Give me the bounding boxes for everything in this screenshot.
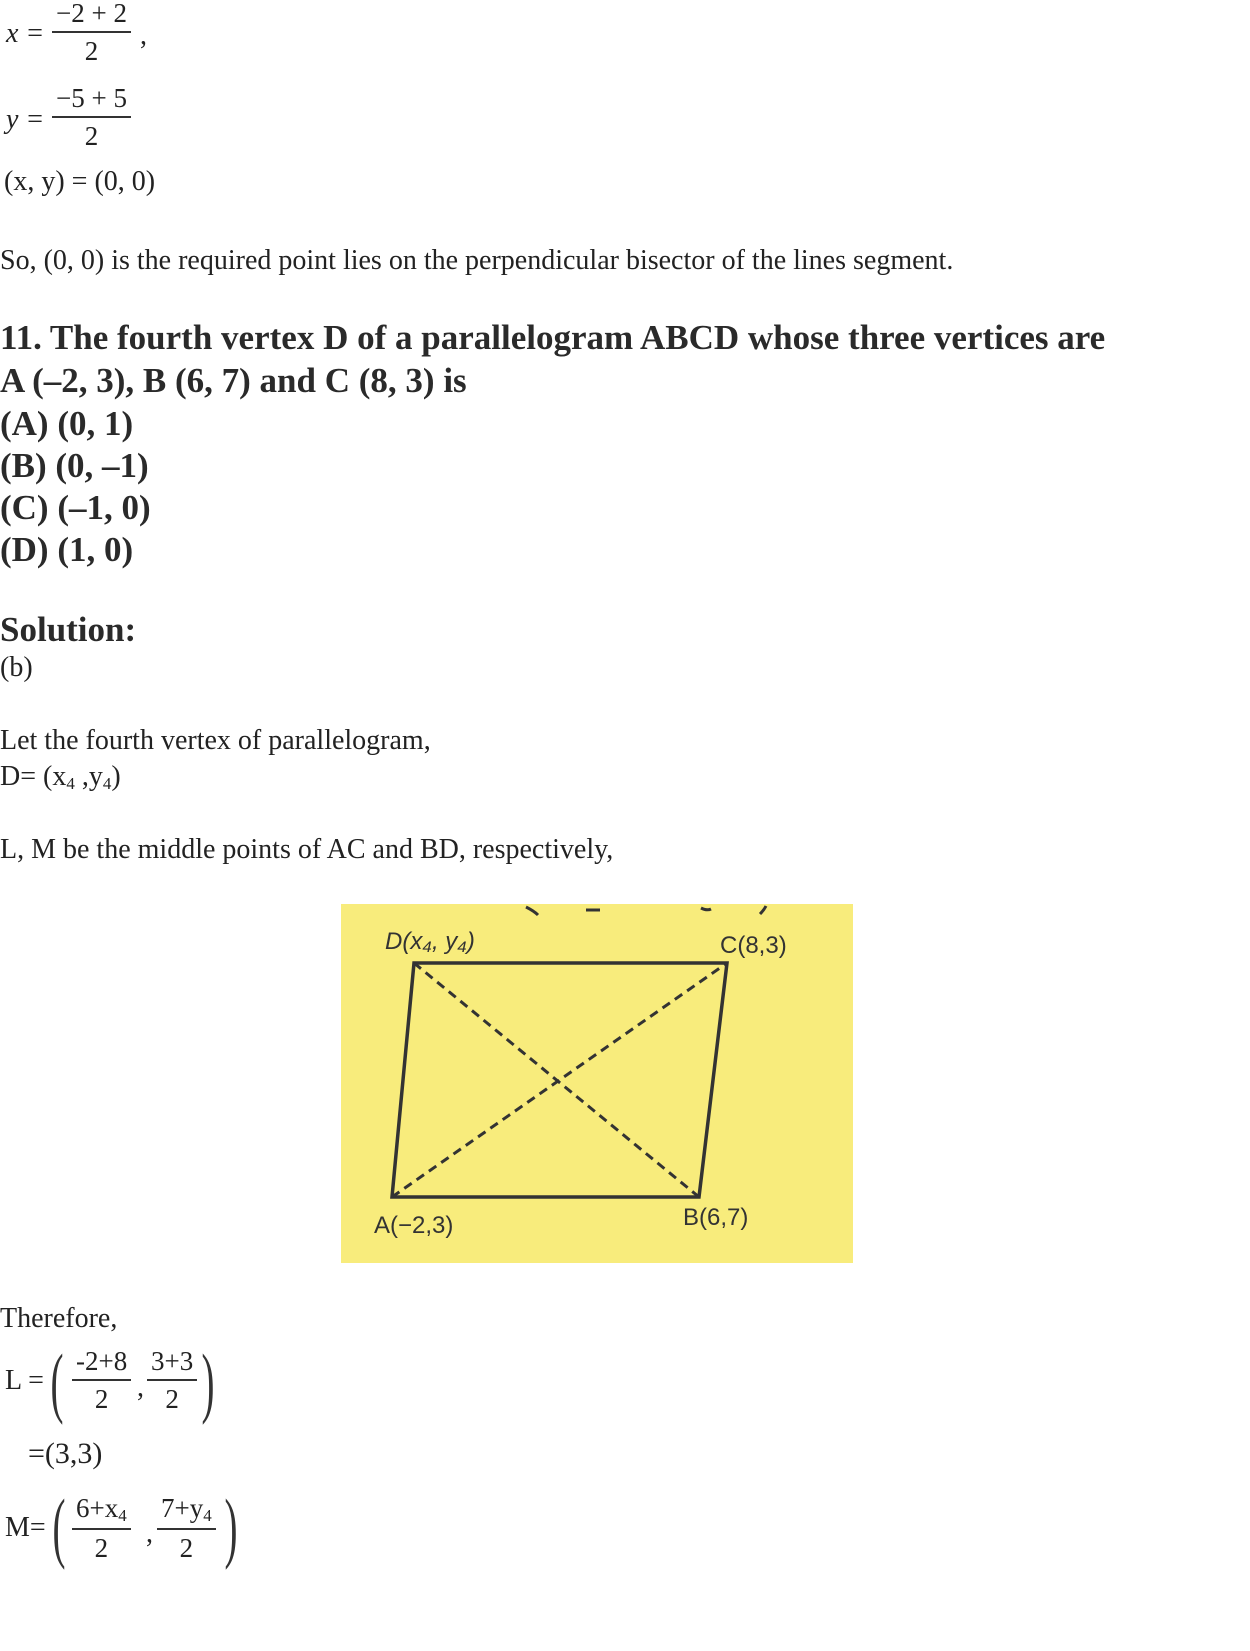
y-denominator: 2 — [84, 121, 99, 151]
l-fraction-x — [72, 1348, 131, 1413]
l-left-paren: ( — [50, 1338, 64, 1425]
d-sub-x: 4 — [66, 774, 75, 793]
d-definition — [0, 761, 121, 794]
parallelogram-figure — [341, 904, 853, 1263]
d-sub-y: 4 — [102, 774, 112, 793]
m-lhs: M= — [5, 1512, 46, 1543]
y-lhs: y = — [6, 104, 45, 135]
l-right-paren: ) — [201, 1338, 215, 1425]
label-d: D(x₄, y₄) — [385, 928, 475, 955]
m-num-x-sub: 4 — [118, 1506, 127, 1525]
label-c: C(8,3) — [720, 932, 787, 959]
x-fraction — [52, 0, 131, 65]
solution-answer: (b) — [0, 652, 33, 683]
option-b: (B) (0, –1) — [0, 446, 149, 485]
m-num-x: 6+x — [76, 1493, 119, 1523]
conclusion-text: So, (0, 0) is the required point lies on the perpendicular bisector of the lines segment. — [0, 245, 954, 276]
m-den-x: 2 — [94, 1533, 109, 1563]
m-fraction-x — [72, 1495, 131, 1562]
x-numerator: −2 + 2 — [52, 0, 131, 33]
therefore-text: Therefore, — [0, 1303, 118, 1334]
d-mid: ,y — [74, 761, 103, 792]
l-den-y: 2 — [165, 1384, 179, 1414]
question-line-2: A (–2, 3), B (6, 7) and C (8, 3) is — [0, 361, 467, 400]
x-comma: , — [140, 20, 147, 51]
m-right-paren: ) — [224, 1483, 238, 1570]
d-prefix: D= (x — [0, 761, 67, 792]
l-fraction-y — [147, 1348, 197, 1413]
diagonal-bd — [414, 963, 699, 1197]
solution-heading: Solution: — [0, 610, 137, 649]
calc-result: (x, y) = (0, 0) — [4, 166, 156, 197]
option-d: (D) (1, 0) — [0, 530, 134, 569]
y-numerator: −5 + 5 — [52, 85, 131, 118]
label-a: A(−2,3) — [374, 1212, 454, 1239]
y-fraction — [52, 85, 131, 150]
m-den-y: 2 — [179, 1533, 194, 1563]
l-comma: , — [137, 1372, 144, 1403]
l-den-x: 2 — [94, 1384, 109, 1414]
x-denominator: 2 — [84, 36, 99, 66]
l-lhs: L = — [5, 1365, 44, 1396]
m-comma: , — [146, 1518, 153, 1549]
partial-arc-marks — [526, 906, 766, 915]
question-line-1: 11. The fourth vertex D of a parallelogram ABCD whose three vertices are — [0, 318, 1106, 357]
diagonal-ac — [392, 963, 727, 1197]
m-left-paren: ( — [52, 1483, 66, 1570]
m-num-y-sub: 4 — [203, 1506, 212, 1525]
d-suffix: ) — [111, 761, 121, 792]
m-num-y: 7+y — [161, 1493, 204, 1523]
lm-line: L, M be the middle points of AC and BD, respectively, — [0, 834, 614, 865]
x-lhs: x = — [6, 18, 45, 49]
l-num-x: -2+8 — [72, 1348, 131, 1381]
l-num-y: 3+3 — [147, 1348, 197, 1381]
l-result: =(3,3) — [28, 1437, 103, 1470]
option-c: (C) (–1, 0) — [0, 488, 151, 527]
let-line: Let the fourth vertex of parallelogram, — [0, 725, 431, 756]
m-fraction-y — [157, 1495, 216, 1562]
label-b: B(6,7) — [683, 1204, 749, 1231]
option-a: (A) (0, 1) — [0, 404, 134, 443]
